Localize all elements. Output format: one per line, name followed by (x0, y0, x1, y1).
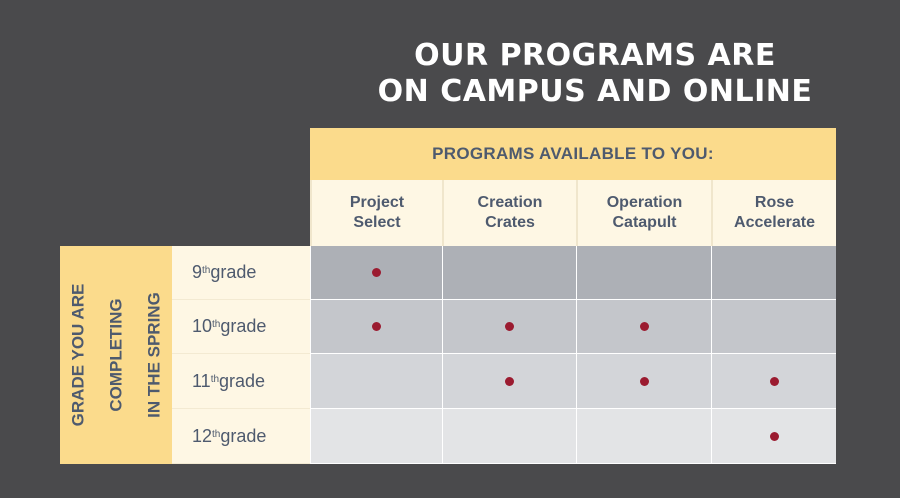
availability-cell (442, 246, 576, 300)
program-header-line-1: Operation (606, 194, 683, 211)
grade-axis-label-line-1: GRADE YOU ARE (68, 283, 88, 427)
availability-cell (711, 246, 836, 300)
grade-row-label (172, 246, 310, 300)
programs-header: PROGRAMS AVAILABLE TO YOU: (310, 128, 836, 180)
program-header-0 (310, 180, 442, 246)
availability-cell (711, 300, 836, 354)
availability-cell (442, 300, 576, 354)
title-line-2: ON CAMPUS AND ONLINE (377, 74, 813, 109)
grade-row-label (172, 300, 310, 354)
available-dot-icon (770, 377, 779, 386)
availability-cell (310, 300, 442, 354)
available-dot-icon (505, 377, 514, 386)
available-dot-icon (372, 322, 381, 331)
available-dot-icon (640, 322, 649, 331)
availability-cell (576, 409, 711, 464)
availability-cell (711, 354, 836, 409)
grade-number: 10 (192, 316, 213, 336)
grade-word: grade (220, 316, 267, 336)
availability-cell (711, 409, 836, 464)
grade-number: 11 (192, 370, 211, 391)
availability-cell (576, 354, 711, 409)
program-header-3 (711, 180, 836, 246)
availability-cell (576, 300, 711, 354)
grade-suffix: th (202, 265, 211, 276)
grade-suffix: th (212, 319, 221, 330)
grade-row-label (172, 409, 310, 464)
grade-number: 12 (192, 425, 213, 446)
grade-suffix: th (212, 428, 221, 440)
availability-cell (442, 409, 576, 464)
grade-row-label (172, 354, 310, 409)
availability-cell (310, 354, 442, 409)
program-header-line-2: Crates (485, 214, 535, 231)
available-dot-icon (640, 377, 649, 386)
available-dot-icon (372, 268, 381, 277)
grade-suffix: th (210, 373, 220, 385)
grade-axis-label-line-3: IN THE SPRING (144, 292, 164, 418)
grade-word: grade (220, 425, 267, 446)
title-line-1: OUR PROGRAMS ARE (414, 38, 776, 73)
grade-axis-label-line-2: COMPLETING (106, 298, 126, 412)
grade-number: 9 (192, 262, 203, 282)
availability-cell (310, 409, 442, 464)
program-header-line-1: Creation (477, 194, 543, 211)
grade-word: grade (210, 262, 257, 282)
availability-cell (310, 246, 442, 300)
available-dot-icon (505, 322, 514, 331)
available-dot-icon (770, 432, 779, 441)
program-header-line-1: Project (349, 194, 405, 211)
program-header-line-1: Rose (754, 194, 795, 211)
program-header-line-2: Catapult (612, 214, 677, 231)
program-header-line-2: Accelerate (734, 214, 815, 231)
grade-axis-label (50, 250, 183, 460)
program-header-line-2: Select (353, 214, 401, 231)
grade-word: grade (219, 370, 266, 391)
availability-cell (442, 354, 576, 409)
program-header-2 (576, 180, 711, 246)
page-title (330, 38, 860, 110)
program-header-1 (442, 180, 576, 246)
availability-cell (576, 246, 711, 300)
